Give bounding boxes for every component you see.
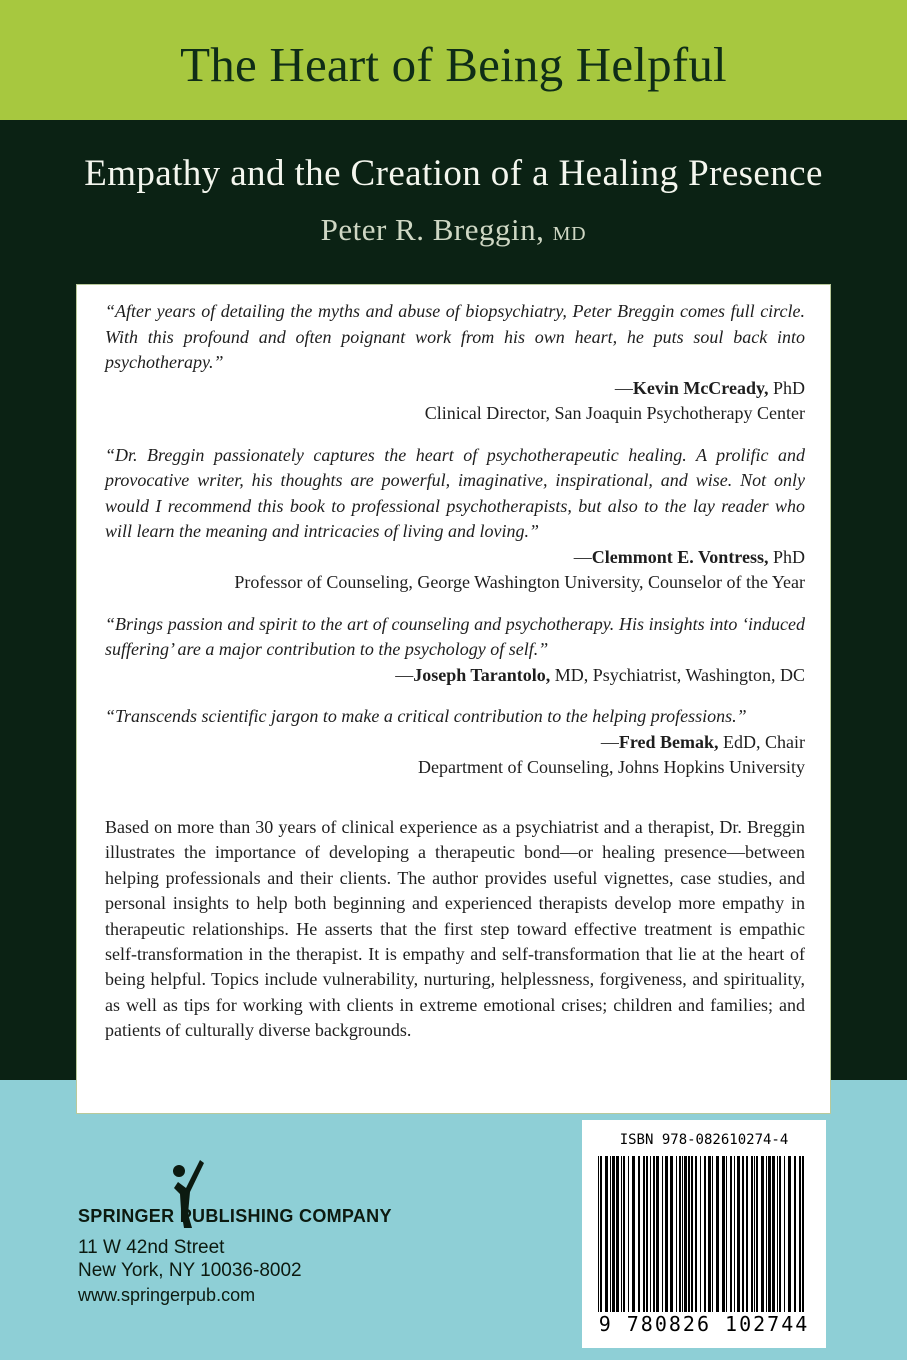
publisher-website: www.springerpub.com bbox=[78, 1285, 256, 1305]
barcode-bar bbox=[777, 1156, 778, 1312]
barcode-bar bbox=[628, 1156, 629, 1312]
blurb-item bbox=[105, 612, 805, 689]
barcode-bar bbox=[605, 1156, 608, 1312]
blurb-attribution bbox=[105, 376, 805, 402]
blurb-item bbox=[105, 299, 805, 427]
barcode-bar bbox=[643, 1156, 645, 1312]
barcode-bar bbox=[716, 1156, 719, 1312]
barcode-bar bbox=[726, 1156, 727, 1312]
barcode-bar bbox=[684, 1156, 687, 1312]
barcode-bar bbox=[679, 1156, 681, 1312]
isbn-label: ISBN 978-082610274-4 bbox=[619, 1132, 789, 1148]
blurb-name: Fred Bemak, bbox=[618, 731, 719, 752]
attribution-dash: — bbox=[395, 664, 414, 685]
blurb-quote: “Dr. Breggin passionately captures the heart of psychotherapeutic healing. A prolific and provocative writer, his thoughts are powerful, imaginative, inspirational, and wise. Not only would I recommend this book to professional psychotherapists, but also to the lay reader who will learn the meaning and intricacies of living and loving.” bbox=[105, 444, 805, 541]
book-subtitle: Empathy and the Creation of a Healing Presence bbox=[84, 153, 823, 194]
barcode-bar bbox=[784, 1156, 785, 1312]
blurb-credential: EdD, Chair bbox=[718, 731, 805, 752]
barcode-bar bbox=[742, 1156, 744, 1312]
publisher-address bbox=[78, 1236, 302, 1282]
barcode-bar bbox=[766, 1156, 767, 1312]
barcode-bar bbox=[665, 1156, 668, 1312]
barcode-bar bbox=[712, 1156, 713, 1312]
book-title: The Heart of Being Helpful bbox=[180, 37, 727, 92]
barcode-bar bbox=[761, 1156, 764, 1312]
address-line-2: New York, NY 10036-8002 bbox=[78, 1260, 302, 1281]
blurb-quote: “Brings passion and spirit to the art of counseling and psychotherapy. His insights into ‘induced suffering’ are a major contribution to the psychology of self.” bbox=[105, 613, 805, 659]
barcode-bar bbox=[737, 1156, 740, 1312]
attribution-dash: — bbox=[573, 546, 592, 567]
barcode-bar bbox=[772, 1156, 775, 1312]
barcode-bar bbox=[799, 1156, 801, 1312]
barcode-bar bbox=[676, 1156, 677, 1312]
blurb-name: Clemmont E. Vontress, bbox=[591, 546, 769, 567]
author-name: Peter R. Breggin, bbox=[320, 212, 545, 247]
barcode-bar bbox=[662, 1156, 663, 1312]
blurb-attribution bbox=[105, 730, 805, 756]
barcode-bar bbox=[610, 1156, 611, 1312]
blurb-credential: PhD bbox=[768, 546, 805, 567]
blurb-item bbox=[105, 443, 805, 596]
blurb-affiliation: Professor of Counseling, George Washington University, Counselor of the Year bbox=[234, 572, 805, 592]
barcode-bar bbox=[598, 1156, 599, 1312]
barcode-bars bbox=[594, 1156, 814, 1312]
barcode-bar bbox=[621, 1156, 622, 1312]
book-description: Based on more than 30 years of clinical experience as a psychiatrist and a therapist, Dr. Breggin illustrates the importance of developing a therapeutic bond—or healing presence—between helping professionals and their clients. The author provides useful vignettes, case studies, and personal insights to help both beginning and experienced therapists develop more empathy in therapeutic relationships. He asserts that the first step toward effective treatment is empathic self-transformation in the therapist. It is empathy and self-transformation that lie at the heart of being helpful. Topics include vulnerability, nurturing, helplessness, forgiveness, and spirituality, as well as tips for working with clients in extreme emotional crises; children and families; and patients of culturally diverse backgrounds. bbox=[105, 817, 805, 1041]
barcode-bar bbox=[616, 1156, 619, 1312]
barcode-bar bbox=[788, 1156, 791, 1312]
barcode-bar bbox=[682, 1156, 683, 1312]
barcode-bar bbox=[691, 1156, 693, 1312]
author-degree: MD bbox=[552, 223, 587, 245]
barcode-bar bbox=[756, 1156, 758, 1312]
barcode-bar bbox=[653, 1156, 655, 1312]
blurb-quote: “After years of detailing the myths and abuse of biopsychiatry, Peter Breggin comes full circle. With this profound and often poignant work from his own heart, he puts soul back into psychotherapy.” bbox=[105, 301, 805, 372]
barcode-bar bbox=[754, 1156, 755, 1312]
blurb-attribution bbox=[105, 545, 805, 571]
blurb-affiliation: Clinical Director, San Joaquin Psychotherapy Center bbox=[424, 403, 805, 423]
attribution-dash: — bbox=[614, 377, 633, 398]
barcode-bar bbox=[670, 1156, 673, 1312]
barcode-bar bbox=[794, 1156, 796, 1312]
publisher-logo bbox=[78, 1158, 418, 1238]
blurb-name: Joseph Tarantolo, bbox=[413, 664, 551, 685]
barcode-number: 9 780826 102744 bbox=[598, 1312, 810, 1336]
blurb-affiliation: Department of Counseling, Johns Hopkins University bbox=[418, 757, 805, 777]
blurb-item bbox=[105, 704, 805, 781]
barcode-bar bbox=[623, 1156, 625, 1312]
blurb-panel bbox=[76, 284, 831, 1114]
barcode-bar bbox=[708, 1156, 711, 1312]
blurb-attribution bbox=[105, 663, 805, 689]
barcode-bar bbox=[650, 1156, 651, 1312]
blurb-credential: PhD bbox=[768, 377, 805, 398]
blurb-credential: MD, Psychiatrist, Washington, DC bbox=[550, 664, 805, 685]
author-line bbox=[0, 212, 907, 248]
barcode-bar bbox=[688, 1156, 690, 1312]
barcode-bar bbox=[638, 1156, 640, 1312]
barcode-bar bbox=[779, 1156, 781, 1312]
barcode-bar bbox=[802, 1156, 804, 1312]
barcode-bar bbox=[730, 1156, 732, 1312]
barcode-bar bbox=[704, 1156, 706, 1312]
blurb-quote: “Transcends scientific jargon to make a critical contribution to the helping professions.” bbox=[105, 706, 747, 726]
blurb-list bbox=[105, 299, 805, 797]
barcode-bar bbox=[632, 1156, 635, 1312]
attribution-dash: — bbox=[600, 731, 619, 752]
barcode-bar bbox=[656, 1156, 659, 1312]
barcode-bar bbox=[695, 1156, 697, 1312]
address-line-1: 11 W 42nd Street bbox=[78, 1237, 225, 1258]
blurb-name: Kevin McCready, bbox=[632, 377, 769, 398]
barcode-bar bbox=[734, 1156, 735, 1312]
barcode-bar bbox=[600, 1156, 602, 1312]
barcode-box bbox=[582, 1120, 826, 1348]
barcode-bar bbox=[612, 1156, 615, 1312]
barcode-bar bbox=[700, 1156, 701, 1312]
publisher-name: SPRINGER PUBLISHING COMPANY bbox=[78, 1206, 392, 1226]
barcode-bar bbox=[768, 1156, 771, 1312]
barcode-bar bbox=[751, 1156, 753, 1312]
barcode-bar bbox=[646, 1156, 648, 1312]
barcode-bar bbox=[722, 1156, 725, 1312]
barcode-bar bbox=[746, 1156, 748, 1312]
